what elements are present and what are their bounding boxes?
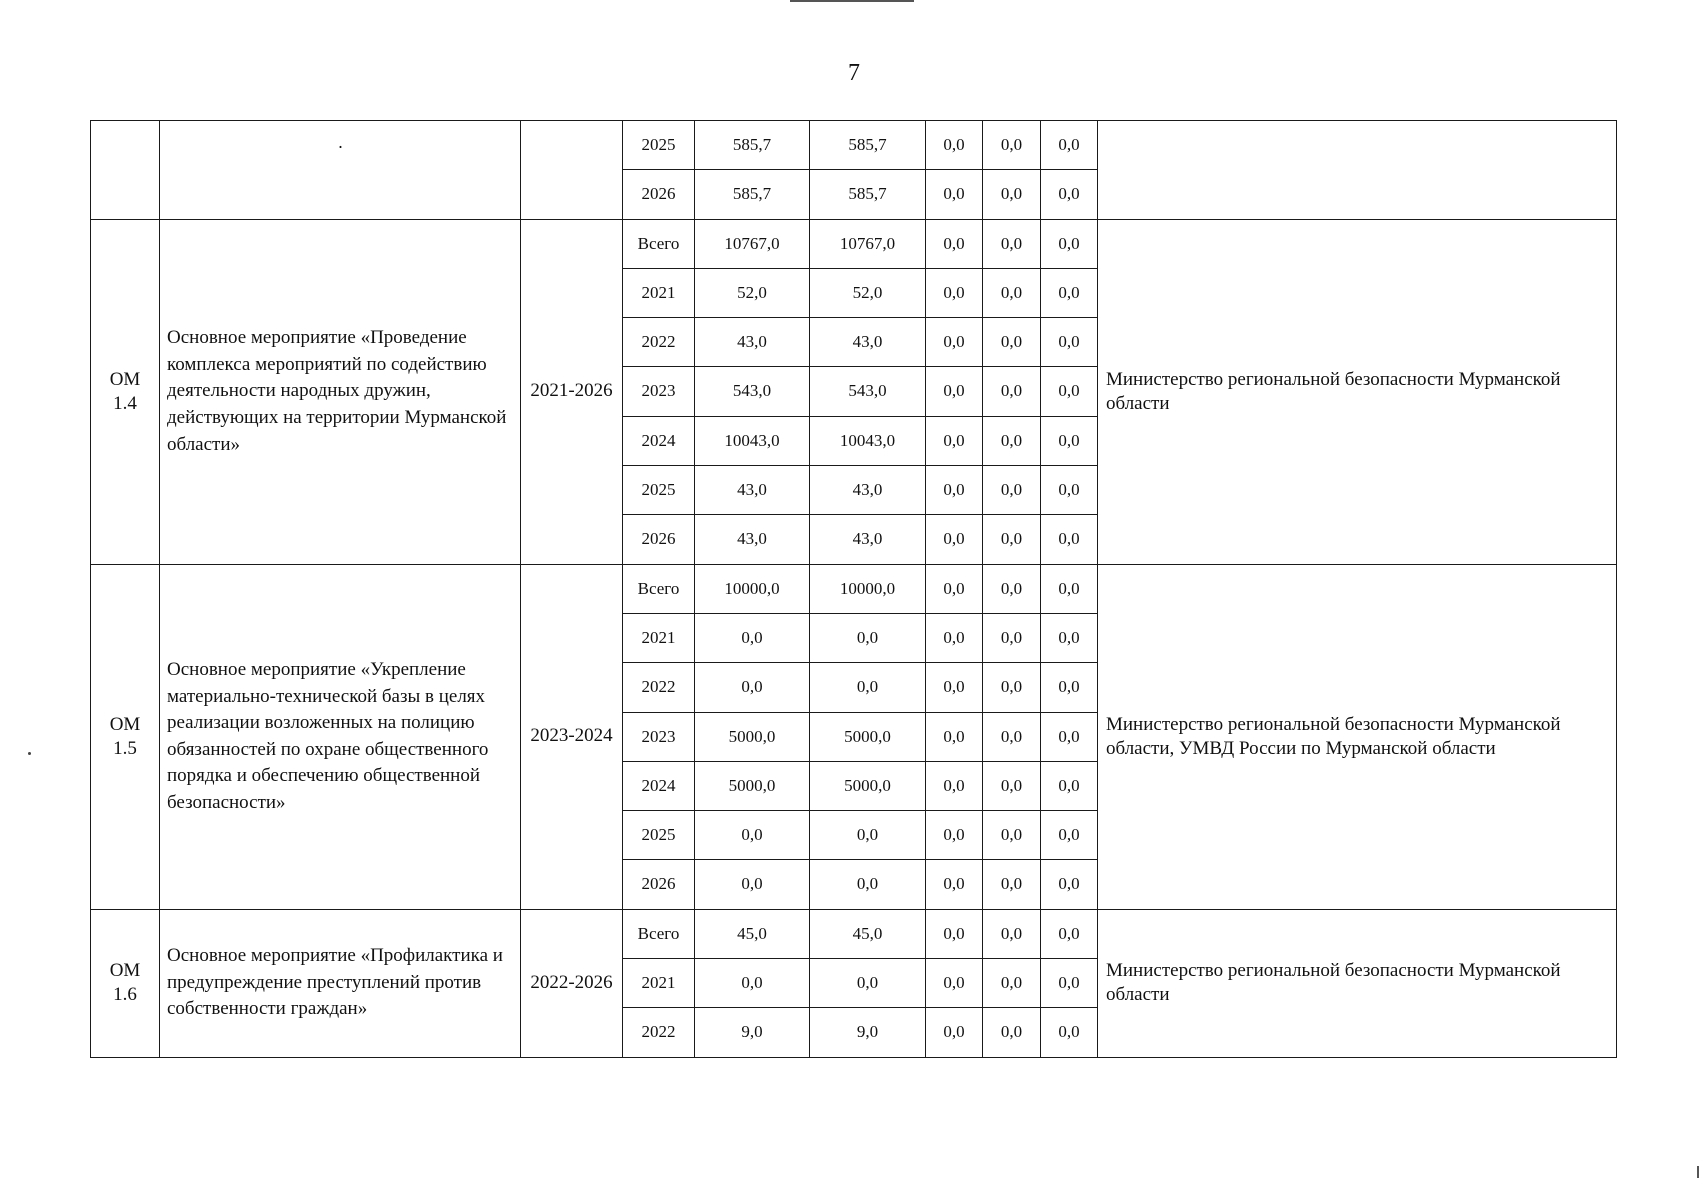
federal-budget-cell: 0,0 — [926, 811, 983, 860]
federal-budget-cell: 0,0 — [926, 416, 983, 465]
year-cell: 2021 — [623, 959, 695, 1008]
total-cell: 585,7 — [695, 170, 810, 219]
federal-budget-cell: 0,0 — [926, 909, 983, 958]
total-cell: 585,7 — [695, 121, 810, 170]
total-cell: 43,0 — [695, 515, 810, 564]
total-cell: 52,0 — [695, 268, 810, 317]
measure-period-cell: 2021-2026 — [521, 219, 623, 564]
code-cell-empty — [91, 121, 160, 220]
other-sources-cell: 0,0 — [1041, 712, 1098, 761]
total-cell: 543,0 — [695, 367, 810, 416]
year-cell: 2025 — [623, 466, 695, 515]
total-cell: 0,0 — [695, 959, 810, 1008]
measure-code-prefix: ОМ — [109, 368, 141, 390]
table-row — [91, 564, 1617, 613]
measure-period-cell: 2022-2026 — [521, 909, 623, 1057]
measure-code-cell — [91, 564, 160, 909]
budget-table-body — [91, 121, 1617, 1058]
regional-budget-cell: 0,0 — [810, 860, 926, 909]
federal-budget-cell: 0,0 — [926, 712, 983, 761]
local-budget-cell: 0,0 — [983, 121, 1041, 170]
year-cell: 2022 — [623, 1008, 695, 1057]
measure-code-number: 1.4 — [113, 392, 137, 414]
federal-budget-cell: 0,0 — [926, 663, 983, 712]
total-cell: 43,0 — [695, 466, 810, 515]
regional-budget-cell: 5000,0 — [810, 712, 926, 761]
measure-code-cell — [91, 219, 160, 564]
local-budget-cell: 0,0 — [983, 170, 1041, 219]
federal-budget-cell: 0,0 — [926, 860, 983, 909]
local-budget-cell: 0,0 — [983, 268, 1041, 317]
measure-name-cell: Основное мероприятие «Профилактика и предупреждение преступлений против собственности граждан» — [160, 909, 521, 1057]
year-cell: 2026 — [623, 170, 695, 219]
local-budget-cell: 0,0 — [983, 466, 1041, 515]
budget-table — [90, 120, 1617, 1058]
federal-budget-cell: 0,0 — [926, 613, 983, 662]
local-budget-cell: 0,0 — [983, 367, 1041, 416]
year-cell: 2024 — [623, 416, 695, 465]
federal-budget-cell: 0,0 — [926, 170, 983, 219]
total-cell: 0,0 — [695, 811, 810, 860]
regional-budget-cell: 585,7 — [810, 170, 926, 219]
local-budget-cell: 0,0 — [983, 712, 1041, 761]
other-sources-cell: 0,0 — [1041, 663, 1098, 712]
local-budget-cell: 0,0 — [983, 860, 1041, 909]
name-cell-continuation — [160, 121, 521, 220]
total-cell: 45,0 — [695, 909, 810, 958]
table-row — [91, 121, 1617, 170]
year-cell: 2023 — [623, 712, 695, 761]
total-cell: 10767,0 — [695, 219, 810, 268]
federal-budget-cell: 0,0 — [926, 121, 983, 170]
total-cell: 0,0 — [695, 860, 810, 909]
total-cell: 5000,0 — [695, 712, 810, 761]
regional-budget-cell: 10000,0 — [810, 564, 926, 613]
regional-budget-cell: 543,0 — [810, 367, 926, 416]
other-sources-cell: 0,0 — [1041, 466, 1098, 515]
regional-budget-cell: 10043,0 — [810, 416, 926, 465]
measure-executor-cell: Министерство региональной безопасности Мурманской области — [1098, 219, 1617, 564]
regional-budget-cell: 43,0 — [810, 318, 926, 367]
year-cell: 2024 — [623, 761, 695, 810]
other-sources-cell: 0,0 — [1041, 367, 1098, 416]
measure-name-cell: Основное мероприятие «Проведение комплекса мероприятий по содействию деятельности народных дружин, действующих на территории Мурманской области» — [160, 219, 521, 564]
local-budget-cell: 0,0 — [983, 515, 1041, 564]
regional-budget-cell: 52,0 — [810, 268, 926, 317]
name-dot-mark: · — [337, 137, 344, 157]
year-cell: Всего — [623, 909, 695, 958]
year-cell: 2021 — [623, 613, 695, 662]
local-budget-cell: 0,0 — [983, 761, 1041, 810]
local-budget-cell: 0,0 — [983, 1008, 1041, 1057]
other-sources-cell: 0,0 — [1041, 170, 1098, 219]
federal-budget-cell: 0,0 — [926, 515, 983, 564]
total-cell: 0,0 — [695, 613, 810, 662]
other-sources-cell: 0,0 — [1041, 268, 1098, 317]
period-cell-empty — [521, 121, 623, 220]
federal-budget-cell: 0,0 — [926, 268, 983, 317]
measure-code-number: 1.6 — [113, 984, 137, 1006]
local-budget-cell: 0,0 — [983, 613, 1041, 662]
regional-budget-cell: 0,0 — [810, 811, 926, 860]
total-cell: 9,0 — [695, 1008, 810, 1057]
other-sources-cell: 0,0 — [1041, 811, 1098, 860]
local-budget-cell: 0,0 — [983, 318, 1041, 367]
measure-code-prefix: ОМ — [109, 713, 141, 735]
year-cell: 2022 — [623, 663, 695, 712]
regional-budget-cell: 0,0 — [810, 959, 926, 1008]
regional-budget-cell: 5000,0 — [810, 761, 926, 810]
federal-budget-cell: 0,0 — [926, 318, 983, 367]
total-cell: 43,0 — [695, 318, 810, 367]
federal-budget-cell: 0,0 — [926, 466, 983, 515]
other-sources-cell: 0,0 — [1041, 909, 1098, 958]
regional-budget-cell: 43,0 — [810, 515, 926, 564]
federal-budget-cell: 0,0 — [926, 564, 983, 613]
local-budget-cell: 0,0 — [983, 811, 1041, 860]
federal-budget-cell: 0,0 — [926, 367, 983, 416]
year-cell: Всего — [623, 564, 695, 613]
other-sources-cell: 0,0 — [1041, 121, 1098, 170]
regional-budget-cell: 45,0 — [810, 909, 926, 958]
year-cell: 2021 — [623, 268, 695, 317]
year-cell: 2022 — [623, 318, 695, 367]
right-edge-mark — [1697, 1166, 1699, 1178]
regional-budget-cell: 9,0 — [810, 1008, 926, 1057]
margin-dot-mark — [28, 752, 31, 755]
measure-code-cell — [91, 909, 160, 1057]
total-cell: 10043,0 — [695, 416, 810, 465]
federal-budget-cell: 0,0 — [926, 219, 983, 268]
local-budget-cell: 0,0 — [983, 564, 1041, 613]
measure-code-number: 1.5 — [113, 737, 137, 759]
federal-budget-cell: 0,0 — [926, 761, 983, 810]
other-sources-cell: 0,0 — [1041, 318, 1098, 367]
other-sources-cell: 0,0 — [1041, 1008, 1098, 1057]
measure-code-prefix: ОМ — [109, 960, 141, 982]
page-number: 7 — [848, 60, 860, 86]
other-sources-cell: 0,0 — [1041, 416, 1098, 465]
measure-period-cell: 2023-2024 — [521, 564, 623, 909]
other-sources-cell: 0,0 — [1041, 613, 1098, 662]
other-sources-cell: 0,0 — [1041, 761, 1098, 810]
table-row — [91, 219, 1617, 268]
year-cell: 2025 — [623, 811, 695, 860]
year-cell: Всего — [623, 219, 695, 268]
year-cell: 2026 — [623, 515, 695, 564]
regional-budget-cell: 43,0 — [810, 466, 926, 515]
other-sources-cell: 0,0 — [1041, 219, 1098, 268]
federal-budget-cell: 0,0 — [926, 959, 983, 1008]
other-sources-cell: 0,0 — [1041, 564, 1098, 613]
executor-cell-empty — [1098, 121, 1617, 220]
local-budget-cell: 0,0 — [983, 909, 1041, 958]
year-cell: 2023 — [623, 367, 695, 416]
local-budget-cell: 0,0 — [983, 416, 1041, 465]
regional-budget-cell: 0,0 — [810, 663, 926, 712]
other-sources-cell: 0,0 — [1041, 515, 1098, 564]
year-cell: 2026 — [623, 860, 695, 909]
table-row — [91, 909, 1617, 958]
local-budget-cell: 0,0 — [983, 219, 1041, 268]
measure-executor-cell: Министерство региональной безопасности Мурманской области — [1098, 909, 1617, 1057]
other-sources-cell: 0,0 — [1041, 860, 1098, 909]
year-cell: 2025 — [623, 121, 695, 170]
total-cell: 0,0 — [695, 663, 810, 712]
regional-budget-cell: 0,0 — [810, 613, 926, 662]
total-cell: 10000,0 — [695, 564, 810, 613]
measure-executor-cell: Министерство региональной безопасности Мурманской области, УМВД России по Мурманской области — [1098, 564, 1617, 909]
regional-budget-cell: 585,7 — [810, 121, 926, 170]
top-rule-fragment — [790, 0, 914, 2]
measure-name-cell: Основное мероприятие «Укрепление материально-технической базы в целях реализации возложенных на полицию обязанностей по охране общественного порядка и обеспечению общественной безопасности» — [160, 564, 521, 909]
federal-budget-cell: 0,0 — [926, 1008, 983, 1057]
total-cell: 5000,0 — [695, 761, 810, 810]
local-budget-cell: 0,0 — [983, 663, 1041, 712]
local-budget-cell: 0,0 — [983, 959, 1041, 1008]
regional-budget-cell: 10767,0 — [810, 219, 926, 268]
other-sources-cell: 0,0 — [1041, 959, 1098, 1008]
